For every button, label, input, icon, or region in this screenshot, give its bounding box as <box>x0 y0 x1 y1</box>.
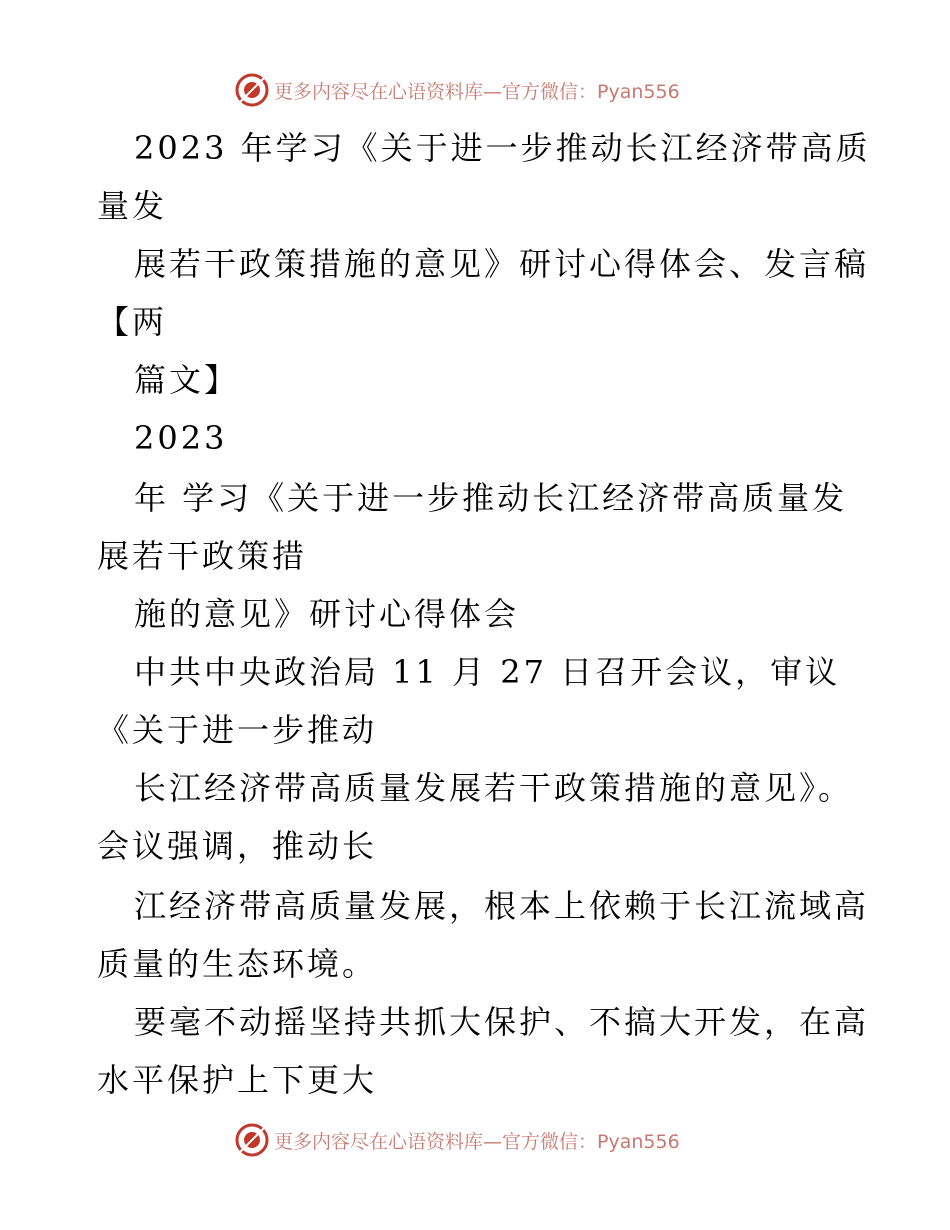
text-line: 长江经济带高质量发展若干政策措施的意见》。 <box>134 769 854 807</box>
text-line: 江经济带高质量发展，根本上依赖于长江流域高 <box>134 887 870 925</box>
watermark-footer <box>234 1122 680 1158</box>
text-line: 2023 年学习《关于进一步推动长江经济带高质 <box>134 129 871 167</box>
text-line: 要毫不动摇坚持共抓大保护、不搞大开发，在高 <box>134 1003 870 1041</box>
text-line: 展若干政策措 <box>97 537 308 575</box>
seal-logo-icon <box>234 72 270 108</box>
text-line: 年 学习《关于进一步推动长江经济带高质量发 <box>134 479 848 517</box>
text-line: 展若干政策措施的意见》研讨心得体会、发言稿 <box>134 245 870 283</box>
text-line: 2023 <box>134 419 228 457</box>
text-line: 篇文】 <box>134 361 240 399</box>
watermark-text: 更多内容尽在心语资料库—官方微信：Pyan556 <box>274 1130 680 1153</box>
text-line: 《关于进一步推动 <box>97 711 378 749</box>
text-line: 质量的生态环境。 <box>97 945 378 983</box>
text-line: 中共中央政治局 11 月 27 日召开会议，审议 <box>134 653 841 691</box>
text-line: 施的意见》研讨心得体会 <box>134 595 520 633</box>
watermark-header <box>234 72 680 108</box>
text-line: 水平保护上下更大 <box>97 1061 378 1099</box>
seal-logo-icon <box>234 1122 270 1158</box>
text-line: 【两 <box>97 303 168 341</box>
text-line: 量发 <box>97 187 168 225</box>
watermark-text: 更多内容尽在心语资料库—官方微信：Pyan556 <box>274 80 680 103</box>
text-line: 会议强调，推动长 <box>97 827 378 865</box>
